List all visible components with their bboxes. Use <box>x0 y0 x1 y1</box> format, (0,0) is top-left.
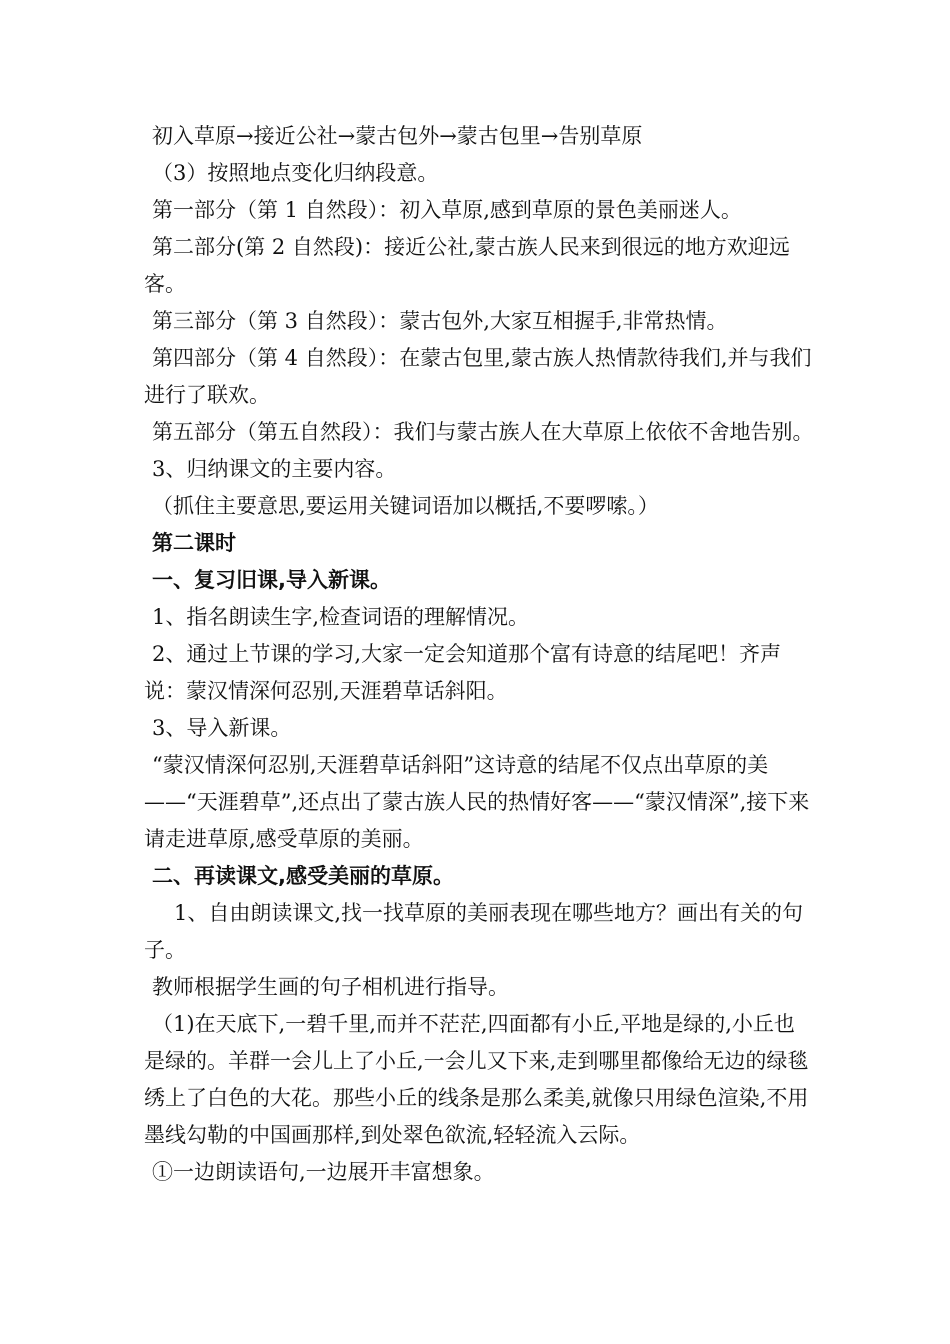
intro-paragraph: “蒙汉情深何忍别,天涯碧草话斜阳”这诗意的结尾不仅点出草原的美——“天涯碧草”,还点出了蒙古族人民的热情好客——“蒙汉情深”,接下来请走进草原,感受草原的美丽。 <box>144 753 810 851</box>
review-step-3: 3、导入新课。 <box>152 716 292 740</box>
part-1: 第一部分（第 1 自然段）：初入草原,感到草原的景色美丽迷人。 <box>152 198 742 222</box>
main-content-heading: 3、归纳课文的主要内容。 <box>152 457 397 481</box>
part-5: 第五部分（第五自然段）：我们与蒙古族人在大草原上依依不舍地告别。 <box>152 420 814 444</box>
reading-task-1: 1、自由朗读课文,找一找草原的美丽表现在哪些地方？画出有关的句子。 <box>144 901 804 962</box>
main-content-hint: （抓住主要意思,要运用关键词语加以概括,不要啰嗦。） <box>152 494 659 518</box>
teacher-guidance: 教师根据学生画的句子相机进行指导。 <box>152 975 509 999</box>
section-1-heading: 一、复习旧课,导入新课。 <box>152 568 391 592</box>
lesson-2-title: 第二课时 <box>152 531 236 555</box>
route-summary: 初入草原→接近公社→蒙古包外→蒙古包里→告别草原 <box>152 124 643 148</box>
section-2-heading: 二、再读课文,感受美丽的草原。 <box>152 864 454 888</box>
reading-step-1: ①一边朗读语句,一边展开丰富想象。 <box>152 1160 495 1184</box>
part-2: 第二部分(第 2 自然段)：接近公社,蒙古族人民来到很远的地方欢迎远客。 <box>144 235 790 296</box>
review-step-2: 2、通过上节课的学习,大家一定会知道那个富有诗意的结尾吧！齐声说：蒙汉情深何忍别,天涯碧草话斜阳。 <box>144 642 782 703</box>
part-4: 第四部分（第 4 自然段）：在蒙古包里,蒙古族人热情款待我们,并与我们进行了联欢。 <box>144 346 812 407</box>
part-3: 第三部分（第 3 自然段）：蒙古包外,大家互相握手,非常热情。 <box>152 309 728 333</box>
review-step-1: 1、指名朗读生字,检查词语的理解情况。 <box>152 605 530 629</box>
quoted-passage-1: （1)在天底下,一碧千里,而并不茫茫,四面都有小丘,平地是绿的,小丘也是绿的。羊群一会儿上了小丘,一会儿又下来,走到哪里都像给无边的绿毯绣上了白色的大花。那些小丘的线条是那么柔美,就像只用绿色渲染,不用墨线勾勒的中国画那样,到处翠色欲流,轻轻流入云际。 <box>144 1012 809 1147</box>
step-3-heading: （3）按照地点变化归纳段意。 <box>152 161 439 185</box>
document-body <box>144 118 814 1191</box>
